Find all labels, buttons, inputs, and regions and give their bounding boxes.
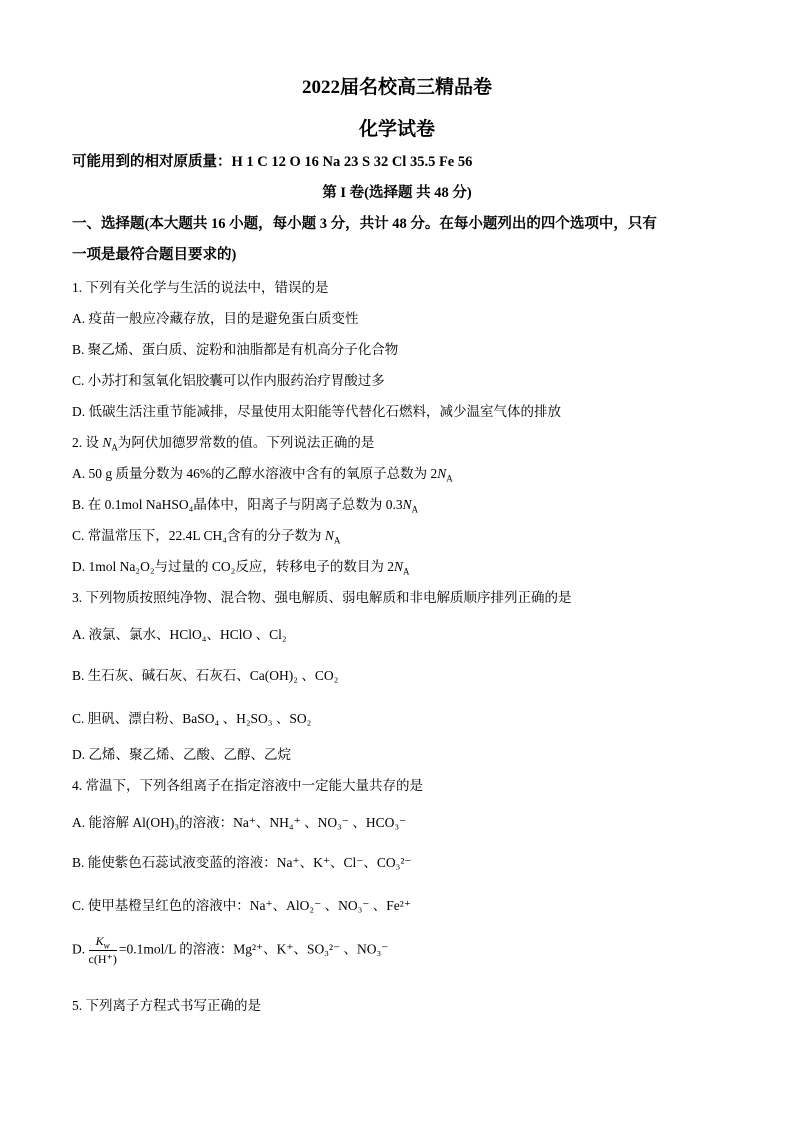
q1-option-d: D. 低碳生活注重节能减排，尽量使用太阳能等代替化石燃料，减少温室气体的排放: [72, 404, 561, 419]
q5-stem: 5. 下列离子方程式书写正确的是: [72, 998, 261, 1013]
exam-title: 2022届名校高三精品卷: [301, 77, 492, 98]
q2-option-d: D. 1mol Na₂O₂与过量的 CO₂反应，转移电子的数目为 $2N_A$: [72, 559, 410, 577]
q4-stem: 4. 常温下，下列各组离子在指定溶液中一定能大量共存的是: [72, 778, 423, 793]
q1-option-b: B. 聚乙烯、蛋白质、淀粉和油脂都是有机高分子化合物: [72, 342, 399, 357]
q3-option-a: A. 液氯、氯水、HClO₄、HClO 、Cl₂: [72, 627, 287, 642]
q3-option-d: D. 乙烯、聚乙烯、乙酸、乙醇、乙烷: [72, 747, 291, 762]
q4-option-b: B. 能使紫色石蕊试液变蓝的溶液：Na⁺、K⁺、Cl⁻、CO₃²⁻: [72, 855, 412, 870]
section-instructions-1: 一、选择题(本大题共 16 小题，每小题 3 分，共计 48 分。在每小题列出的四个选项中，只有: [72, 216, 657, 232]
q4-option-d: D. $\frac{K_w}{c(H^+)}$ =0.1mol/L 的溶液：Mg²⁺、K⁺、SO₃²⁻ 、NO₃⁻: [72, 934, 389, 966]
atomic-masses: 可能用到的相对原质量：H 1 C 12 O 16 Na 23 S 32 Cl 35.5 Fe 56: [72, 154, 473, 170]
q2-option-c: C. 常温常压下，22.4L CH₄含有的分子数为 $N_A$: [72, 528, 341, 546]
q4-option-c: C. 使甲基橙呈红色的溶液中：Na⁺、AlO₂⁻ 、NO₃⁻ 、Fe²⁺: [72, 898, 411, 913]
q1-option-a: A. 疫苗一般应冷藏存放，目的是避免蛋白质变性: [72, 311, 359, 326]
exam-subtitle: 化学试卷: [358, 119, 435, 140]
part-title: 第 I 卷(选择题 共 48 分): [322, 185, 472, 201]
q2-option-b: B. 在 0.1mol NaHSO₄晶体中，阳离子与阴离子总数为 $0.3N_A$: [72, 497, 419, 515]
q3-option-c: C. 胆矾、漂白粉、BaSO₄ 、H₂SO₃ 、SO₂: [72, 711, 312, 726]
q2-stem: 2. 设 $N_A$为阿伏加德罗常数的值。下列说法正确的是: [72, 435, 375, 453]
q3-stem: 3. 下列物质按照纯净物、混合物、强电解质、弱电解质和非电解质顺序排列正确的是: [72, 590, 572, 605]
q1-option-c: C. 小苏打和氢氧化铝胶囊可以作内服药治疗胃酸过多: [72, 373, 385, 388]
q4-option-a: A. 能溶解 Al(OH)₃的溶液：Na⁺、NH₄⁺ 、NO₃⁻ 、HCO₃⁻: [72, 815, 407, 830]
kw-fraction: $\frac{K_w}{c(H^+)}$: [88, 934, 117, 966]
q1-stem: 1. 下列有关化学与生活的说法中，错误的是: [72, 280, 329, 295]
q2-option-a: A. 50 g 质量分数为 46%的乙醇水溶液中含有的氧原子总数为 $2N_A$: [72, 466, 453, 484]
q3-option-b: B. 生石灰、碱石灰、石灰石、Ca(OH)₂ 、CO₂: [72, 668, 339, 683]
section-instructions-2: 一项是最符合题目要求的): [72, 247, 237, 263]
